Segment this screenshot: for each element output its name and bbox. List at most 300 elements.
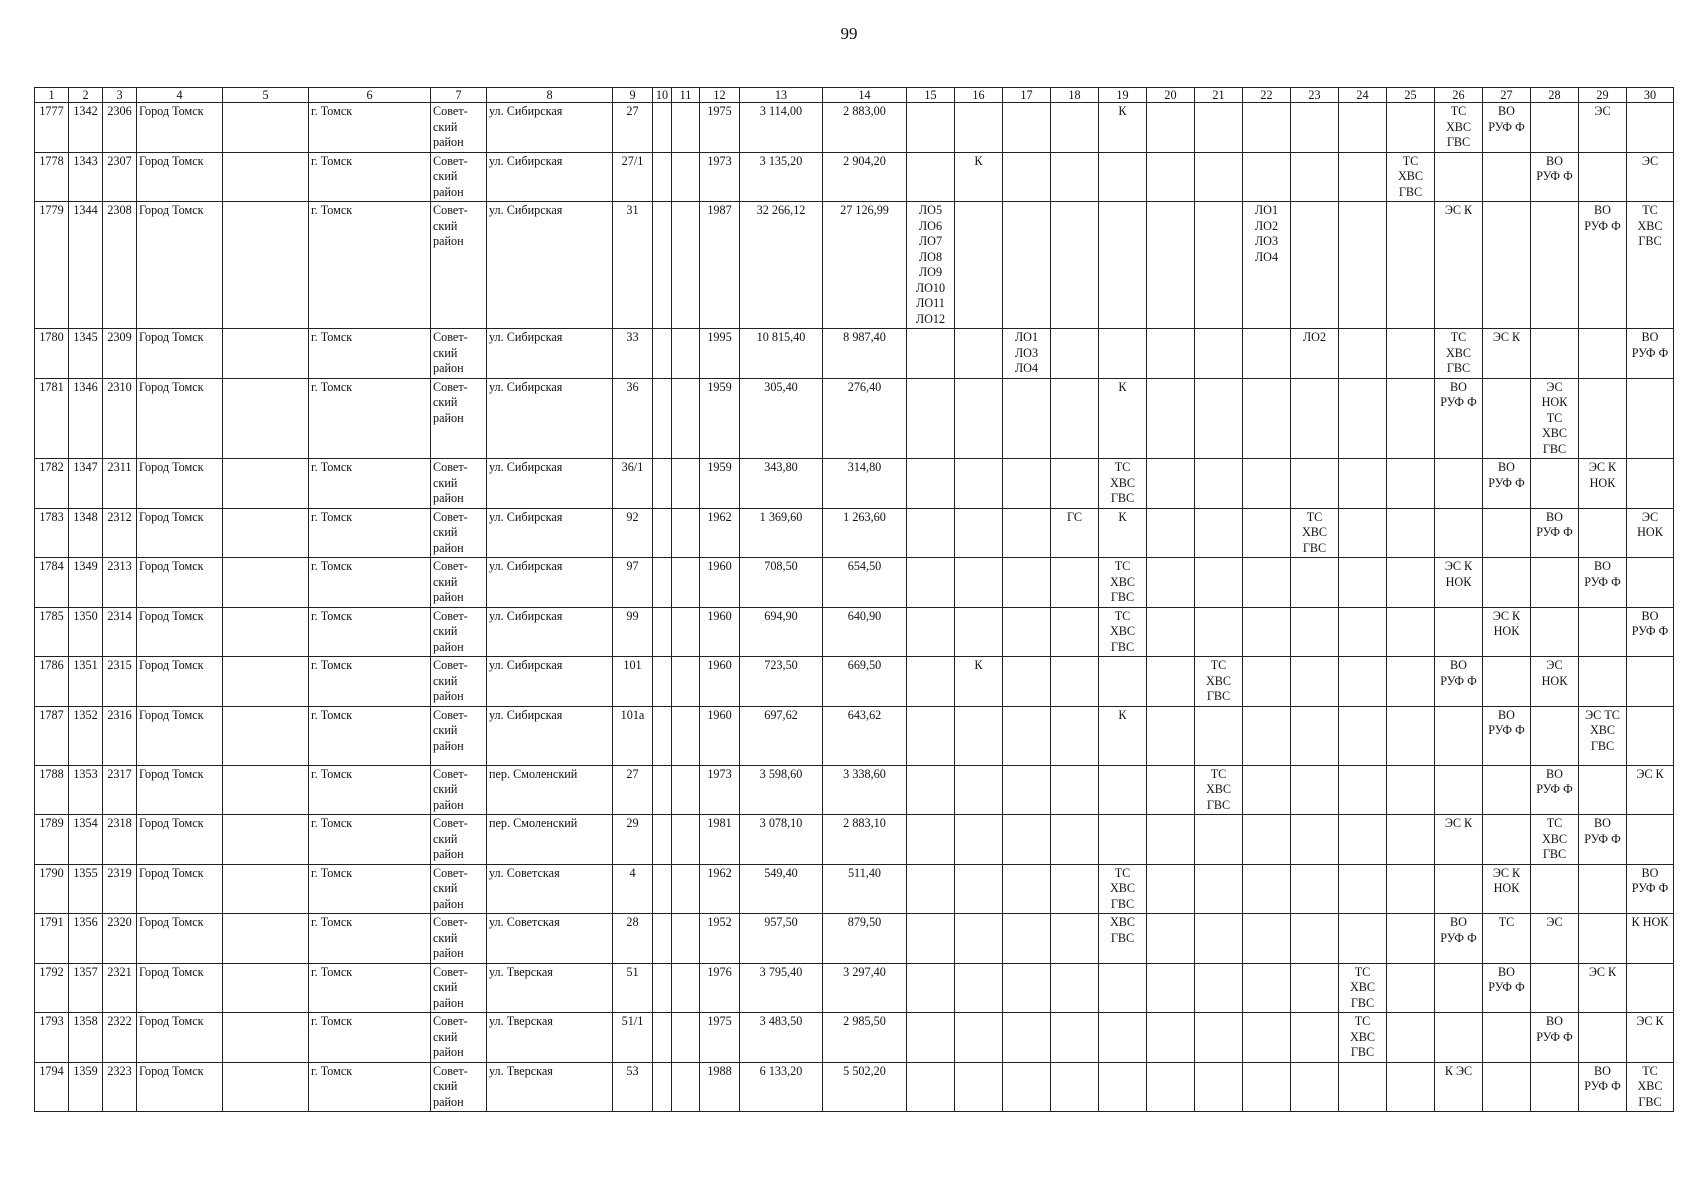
table-cell-col-8: ул. Советская <box>487 914 613 964</box>
table-cell-col-12: 1960 <box>700 706 740 765</box>
table-cell-col-30 <box>1627 657 1674 707</box>
table-cell-col-3: 2315 <box>103 657 137 707</box>
table-cell-col-7: Совет- ский район <box>431 607 487 657</box>
table-cell-col-5 <box>223 378 309 459</box>
table-cell-col-21 <box>1195 103 1243 153</box>
table-cell-col-28: ВО РУФ Ф <box>1531 152 1579 202</box>
table-cell-col-11 <box>672 459 700 509</box>
table-cell-col-2: 1355 <box>69 864 103 914</box>
table-cell-col-25 <box>1387 558 1435 608</box>
table-cell-col-11 <box>672 607 700 657</box>
table-cell-col-13: 3 114,00 <box>740 103 823 153</box>
table-row <box>35 152 1674 202</box>
table-cell-col-5 <box>223 815 309 865</box>
table-cell-col-24 <box>1339 657 1387 707</box>
table-cell-col-9: 92 <box>613 508 653 558</box>
table-cell-col-25 <box>1387 657 1435 707</box>
table-cell-col-1: 1793 <box>35 1013 69 1063</box>
table-cell-col-10 <box>653 558 672 608</box>
table-cell-col-19 <box>1099 1013 1147 1063</box>
column-header: 21 <box>1195 88 1243 103</box>
table-cell-col-13: 3 078,10 <box>740 815 823 865</box>
table-cell-col-20 <box>1147 378 1195 459</box>
table-cell-col-10 <box>653 202 672 329</box>
table-cell-col-24 <box>1339 103 1387 153</box>
table-cell-col-23 <box>1291 459 1339 509</box>
table-cell-col-21 <box>1195 1013 1243 1063</box>
table-cell-col-20 <box>1147 202 1195 329</box>
table-cell-col-24 <box>1339 202 1387 329</box>
table-cell-col-26 <box>1435 459 1483 509</box>
table-cell-col-28: ЭС <box>1531 914 1579 964</box>
table-cell-col-30: ЭС НОК <box>1627 508 1674 558</box>
table-cell-col-27 <box>1483 378 1531 459</box>
table-cell-col-21 <box>1195 815 1243 865</box>
table-cell-col-22 <box>1243 152 1291 202</box>
table-cell-col-16: К <box>955 657 1003 707</box>
table-cell-col-7: Совет- ский район <box>431 657 487 707</box>
table-cell-col-22 <box>1243 914 1291 964</box>
table-cell-col-2: 1344 <box>69 202 103 329</box>
table-cell-col-3: 2313 <box>103 558 137 608</box>
table-cell-col-13: 3 598,60 <box>740 765 823 815</box>
table-cell-col-7: Совет- ский район <box>431 815 487 865</box>
table-cell-col-27: ТС <box>1483 914 1531 964</box>
table-cell-col-13: 32 266,12 <box>740 202 823 329</box>
table-cell-col-18 <box>1051 815 1099 865</box>
table-cell-col-18 <box>1051 103 1099 153</box>
column-header: 12 <box>700 88 740 103</box>
table-cell-col-22 <box>1243 329 1291 379</box>
table-cell-col-25 <box>1387 459 1435 509</box>
table-cell-col-18 <box>1051 202 1099 329</box>
table-cell-col-3: 2314 <box>103 607 137 657</box>
table-cell-col-1: 1788 <box>35 765 69 815</box>
table-cell-col-30: ЭС К <box>1627 1013 1674 1063</box>
table-cell-col-26: ЭС К НОК <box>1435 558 1483 608</box>
table-cell-col-16 <box>955 914 1003 964</box>
table-cell-col-19 <box>1099 329 1147 379</box>
table-cell-col-22 <box>1243 765 1291 815</box>
table-cell-col-18 <box>1051 152 1099 202</box>
table-cell-col-21 <box>1195 1062 1243 1112</box>
column-header: 6 <box>309 88 431 103</box>
table-cell-col-21 <box>1195 508 1243 558</box>
table-cell-col-18: ГС <box>1051 508 1099 558</box>
table-cell-col-17 <box>1003 963 1051 1013</box>
table-cell-col-19: ХВС ГВС <box>1099 914 1147 964</box>
table-cell-col-27: ЭС К <box>1483 329 1531 379</box>
table-cell-col-30 <box>1627 706 1674 765</box>
table-cell-col-20 <box>1147 1013 1195 1063</box>
table-cell-col-6: г. Томск <box>309 657 431 707</box>
table-cell-col-28: ЭС НОК <box>1531 657 1579 707</box>
table-cell-col-23 <box>1291 706 1339 765</box>
table-cell-col-2: 1345 <box>69 329 103 379</box>
table-cell-col-12: 1976 <box>700 963 740 1013</box>
table-cell-col-15 <box>907 459 955 509</box>
table-cell-col-3: 2317 <box>103 765 137 815</box>
table-cell-col-15 <box>907 508 955 558</box>
table-cell-col-5 <box>223 963 309 1013</box>
table-cell-col-17 <box>1003 657 1051 707</box>
table-cell-col-16 <box>955 815 1003 865</box>
table-cell-col-18 <box>1051 706 1099 765</box>
table-cell-col-6: г. Томск <box>309 765 431 815</box>
table-cell-col-8: ул. Тверская <box>487 963 613 1013</box>
table-cell-col-30: ВО РУФ Ф <box>1627 607 1674 657</box>
table-cell-col-2: 1347 <box>69 459 103 509</box>
table-cell-col-14: 669,50 <box>823 657 907 707</box>
table-cell-col-17: ЛО1 ЛО3 ЛО4 <box>1003 329 1051 379</box>
table-cell-col-2: 1354 <box>69 815 103 865</box>
table-cell-col-7: Совет- ский район <box>431 864 487 914</box>
table-cell-col-3: 2323 <box>103 1062 137 1112</box>
table-cell-col-10 <box>653 103 672 153</box>
table-cell-col-27 <box>1483 202 1531 329</box>
table-cell-col-14: 1 263,60 <box>823 508 907 558</box>
table-cell-col-26: ЭС К <box>1435 202 1483 329</box>
table-cell-col-6: г. Томск <box>309 152 431 202</box>
table-cell-col-29 <box>1579 508 1627 558</box>
table-cell-col-29 <box>1579 378 1627 459</box>
table-cell-col-15 <box>907 914 955 964</box>
table-cell-col-27 <box>1483 1013 1531 1063</box>
column-header: 15 <box>907 88 955 103</box>
table-cell-col-27: ВО РУФ Ф <box>1483 459 1531 509</box>
table-cell-col-3: 2309 <box>103 329 137 379</box>
table-cell-col-10 <box>653 378 672 459</box>
table-cell-col-16 <box>955 706 1003 765</box>
table-cell-col-14: 3 338,60 <box>823 765 907 815</box>
table-cell-col-25 <box>1387 1013 1435 1063</box>
table-cell-col-10 <box>653 329 672 379</box>
table-cell-col-19: ТС ХВС ГВС <box>1099 558 1147 608</box>
table-cell-col-19: К <box>1099 508 1147 558</box>
table-cell-col-5 <box>223 103 309 153</box>
table-cell-col-13: 957,50 <box>740 914 823 964</box>
table-cell-col-17 <box>1003 864 1051 914</box>
table-cell-col-23: ТС ХВС ГВС <box>1291 508 1339 558</box>
table-cell-col-5 <box>223 1013 309 1063</box>
table-cell-col-12: 1959 <box>700 378 740 459</box>
table-cell-col-4: Город Томск <box>137 202 223 329</box>
table-cell-col-30 <box>1627 815 1674 865</box>
table-cell-col-20 <box>1147 706 1195 765</box>
table-row <box>35 202 1674 329</box>
table-cell-col-25 <box>1387 508 1435 558</box>
table-cell-col-15 <box>907 1062 955 1112</box>
table-cell-col-23 <box>1291 657 1339 707</box>
table-cell-col-6: г. Томск <box>309 963 431 1013</box>
table-cell-col-4: Город Томск <box>137 1013 223 1063</box>
table-row <box>35 963 1674 1013</box>
table-cell-col-28 <box>1531 607 1579 657</box>
table-cell-col-26: К ЭС <box>1435 1062 1483 1112</box>
table-cell-col-21 <box>1195 329 1243 379</box>
table-cell-col-26 <box>1435 1013 1483 1063</box>
table-cell-col-26: ВО РУФ Ф <box>1435 657 1483 707</box>
table-cell-col-26 <box>1435 508 1483 558</box>
table-cell-col-12: 1960 <box>700 657 740 707</box>
table-cell-col-30 <box>1627 558 1674 608</box>
table-cell-col-13: 549,40 <box>740 864 823 914</box>
table-cell-col-3: 2319 <box>103 864 137 914</box>
table-cell-col-6: г. Томск <box>309 1013 431 1063</box>
table-cell-col-2: 1358 <box>69 1013 103 1063</box>
table-cell-col-30: ЭС <box>1627 152 1674 202</box>
table-cell-col-7: Совет- ский район <box>431 765 487 815</box>
table-row <box>35 459 1674 509</box>
table-cell-col-9: 36/1 <box>613 459 653 509</box>
table-cell-col-22: ЛО1 ЛО2 ЛО3 ЛО4 <box>1243 202 1291 329</box>
table-cell-col-29 <box>1579 607 1627 657</box>
table-row <box>35 864 1674 914</box>
table-cell-col-20 <box>1147 864 1195 914</box>
table-cell-col-24 <box>1339 1062 1387 1112</box>
table-cell-col-18 <box>1051 765 1099 815</box>
table-cell-col-16 <box>955 1013 1003 1063</box>
table-cell-col-12: 1962 <box>700 508 740 558</box>
table-cell-col-23 <box>1291 607 1339 657</box>
column-header: 24 <box>1339 88 1387 103</box>
table-cell-col-16 <box>955 864 1003 914</box>
table-cell-col-10 <box>653 765 672 815</box>
table-cell-col-11 <box>672 1013 700 1063</box>
table-cell-col-18 <box>1051 1062 1099 1112</box>
table-cell-col-12: 1962 <box>700 864 740 914</box>
table-cell-col-16 <box>955 508 1003 558</box>
table-cell-col-19: К <box>1099 103 1147 153</box>
table-cell-col-23 <box>1291 815 1339 865</box>
table-cell-col-2: 1349 <box>69 558 103 608</box>
table-cell-col-7: Совет- ский район <box>431 508 487 558</box>
table-cell-col-28: ВО РУФ Ф <box>1531 1013 1579 1063</box>
table-cell-col-18 <box>1051 1013 1099 1063</box>
table-row <box>35 103 1674 153</box>
table-cell-col-6: г. Томск <box>309 202 431 329</box>
table-cell-col-9: 101 <box>613 657 653 707</box>
table-cell-col-23 <box>1291 558 1339 608</box>
table-row <box>35 1062 1674 1112</box>
table-cell-col-3: 2320 <box>103 914 137 964</box>
table-cell-col-14: 8 987,40 <box>823 329 907 379</box>
table-cell-col-20 <box>1147 329 1195 379</box>
table-cell-col-16 <box>955 963 1003 1013</box>
table-cell-col-12: 1995 <box>700 329 740 379</box>
table-cell-col-6: г. Томск <box>309 378 431 459</box>
table-cell-col-6: г. Томск <box>309 103 431 153</box>
table-cell-col-24 <box>1339 765 1387 815</box>
table-cell-col-5 <box>223 914 309 964</box>
table-cell-col-8: пер. Смоленский <box>487 765 613 815</box>
table-cell-col-26 <box>1435 607 1483 657</box>
table-cell-col-24 <box>1339 914 1387 964</box>
table-cell-col-24 <box>1339 607 1387 657</box>
table-cell-col-7: Совет- ский район <box>431 914 487 964</box>
table-cell-col-10 <box>653 963 672 1013</box>
table-cell-col-5 <box>223 706 309 765</box>
table-cell-col-30: ЭС К <box>1627 765 1674 815</box>
table-cell-col-21 <box>1195 378 1243 459</box>
column-header: 26 <box>1435 88 1483 103</box>
table-cell-col-4: Город Томск <box>137 329 223 379</box>
table-cell-col-8: ул. Сибирская <box>487 459 613 509</box>
table-cell-col-23 <box>1291 103 1339 153</box>
table-row <box>35 558 1674 608</box>
table-cell-col-14: 879,50 <box>823 914 907 964</box>
table-cell-col-6: г. Томск <box>309 914 431 964</box>
table-cell-col-13: 10 815,40 <box>740 329 823 379</box>
table-cell-col-5 <box>223 152 309 202</box>
table-cell-col-18 <box>1051 329 1099 379</box>
table-cell-col-12: 1975 <box>700 103 740 153</box>
table-row <box>35 815 1674 865</box>
table-cell-col-11 <box>672 329 700 379</box>
table-cell-col-30 <box>1627 459 1674 509</box>
table-cell-col-18 <box>1051 558 1099 608</box>
table-cell-col-30 <box>1627 378 1674 459</box>
table-cell-col-3: 2316 <box>103 706 137 765</box>
table-cell-col-2: 1359 <box>69 1062 103 1112</box>
table-cell-col-7: Совет- ский район <box>431 202 487 329</box>
table-cell-col-19: К <box>1099 706 1147 765</box>
table-cell-col-2: 1343 <box>69 152 103 202</box>
table-cell-col-3: 2308 <box>103 202 137 329</box>
table-cell-col-1: 1790 <box>35 864 69 914</box>
table-cell-col-4: Город Томск <box>137 1062 223 1112</box>
table-cell-col-17 <box>1003 1062 1051 1112</box>
table-cell-col-16 <box>955 103 1003 153</box>
table-cell-col-22 <box>1243 1013 1291 1063</box>
table-cell-col-10 <box>653 1013 672 1063</box>
table-cell-col-29: ЭС К <box>1579 963 1627 1013</box>
table-cell-col-13: 694,90 <box>740 607 823 657</box>
table-cell-col-15 <box>907 963 955 1013</box>
table-cell-col-17 <box>1003 914 1051 964</box>
table-cell-col-3: 2310 <box>103 378 137 459</box>
column-header: 10 <box>653 88 672 103</box>
table-cell-col-13: 708,50 <box>740 558 823 608</box>
table-cell-col-14: 511,40 <box>823 864 907 914</box>
table-cell-col-27 <box>1483 1062 1531 1112</box>
table-cell-col-16 <box>955 765 1003 815</box>
table-cell-col-23: ЛО2 <box>1291 329 1339 379</box>
table-cell-col-30: ВО РУФ Ф <box>1627 329 1674 379</box>
table-cell-col-15 <box>907 1013 955 1063</box>
table-cell-col-2: 1353 <box>69 765 103 815</box>
table-cell-col-5 <box>223 508 309 558</box>
table-cell-col-28: ВО РУФ Ф <box>1531 765 1579 815</box>
table-cell-col-11 <box>672 765 700 815</box>
column-header: 9 <box>613 88 653 103</box>
table-cell-col-2: 1352 <box>69 706 103 765</box>
table-cell-col-25 <box>1387 864 1435 914</box>
table-row <box>35 329 1674 379</box>
table-cell-col-17 <box>1003 1013 1051 1063</box>
table-cell-col-10 <box>653 459 672 509</box>
table-cell-col-9: 36 <box>613 378 653 459</box>
table-cell-col-30: ВО РУФ Ф <box>1627 864 1674 914</box>
table-cell-col-10 <box>653 152 672 202</box>
table-cell-col-14: 276,40 <box>823 378 907 459</box>
column-header: 20 <box>1147 88 1195 103</box>
table-cell-col-28: ВО РУФ Ф <box>1531 508 1579 558</box>
table-cell-col-22 <box>1243 508 1291 558</box>
table-cell-col-9: 27 <box>613 103 653 153</box>
table-cell-col-3: 2311 <box>103 459 137 509</box>
column-header: 14 <box>823 88 907 103</box>
table-cell-col-9: 27 <box>613 765 653 815</box>
table-cell-col-30: К НОК <box>1627 914 1674 964</box>
table-cell-col-12: 1981 <box>700 815 740 865</box>
table-cell-col-29: ВО РУФ Ф <box>1579 815 1627 865</box>
table-cell-col-27: ВО РУФ Ф <box>1483 103 1531 153</box>
table-cell-col-11 <box>672 202 700 329</box>
table-cell-col-13: 3 483,50 <box>740 1013 823 1063</box>
table-cell-col-17 <box>1003 459 1051 509</box>
table-cell-col-9: 31 <box>613 202 653 329</box>
table-cell-col-20 <box>1147 607 1195 657</box>
table-cell-col-5 <box>223 765 309 815</box>
table-cell-col-1: 1785 <box>35 607 69 657</box>
table-cell-col-19 <box>1099 1062 1147 1112</box>
table-cell-col-27 <box>1483 508 1531 558</box>
table-cell-col-12: 1952 <box>700 914 740 964</box>
table-cell-col-27 <box>1483 657 1531 707</box>
table-row <box>35 657 1674 707</box>
table-cell-col-8: ул. Сибирская <box>487 706 613 765</box>
table-cell-col-22 <box>1243 103 1291 153</box>
column-header: 22 <box>1243 88 1291 103</box>
table-cell-col-16 <box>955 607 1003 657</box>
table-cell-col-24 <box>1339 706 1387 765</box>
table-cell-col-19 <box>1099 152 1147 202</box>
table-cell-col-11 <box>672 657 700 707</box>
table-cell-col-20 <box>1147 914 1195 964</box>
table-cell-col-28: ЭС НОК ТС ХВС ГВС <box>1531 378 1579 459</box>
table-cell-col-25 <box>1387 765 1435 815</box>
table-cell-col-13: 697,62 <box>740 706 823 765</box>
table-cell-col-16 <box>955 202 1003 329</box>
table-cell-col-8: ул. Сибирская <box>487 152 613 202</box>
table-cell-col-28 <box>1531 202 1579 329</box>
table-cell-col-21 <box>1195 152 1243 202</box>
column-number-row <box>35 88 1674 103</box>
table-cell-col-1: 1789 <box>35 815 69 865</box>
table-cell-col-22 <box>1243 657 1291 707</box>
table-cell-col-29: ВО РУФ Ф <box>1579 558 1627 608</box>
table-cell-col-26: ЭС К <box>1435 815 1483 865</box>
table-cell-col-30 <box>1627 963 1674 1013</box>
table-cell-col-19 <box>1099 815 1147 865</box>
table-cell-col-25 <box>1387 329 1435 379</box>
table-cell-col-7: Совет- ский район <box>431 103 487 153</box>
table-cell-col-15 <box>907 103 955 153</box>
table-cell-col-14: 314,80 <box>823 459 907 509</box>
table-cell-col-5 <box>223 459 309 509</box>
table-cell-col-13: 1 369,60 <box>740 508 823 558</box>
table-cell-col-24 <box>1339 558 1387 608</box>
table-cell-col-2: 1351 <box>69 657 103 707</box>
table-cell-col-14: 5 502,20 <box>823 1062 907 1112</box>
table-cell-col-16: К <box>955 152 1003 202</box>
table-cell-col-4: Город Томск <box>137 864 223 914</box>
table-cell-col-1: 1786 <box>35 657 69 707</box>
table-cell-col-20 <box>1147 558 1195 608</box>
table-cell-col-18 <box>1051 378 1099 459</box>
table-cell-col-26 <box>1435 765 1483 815</box>
